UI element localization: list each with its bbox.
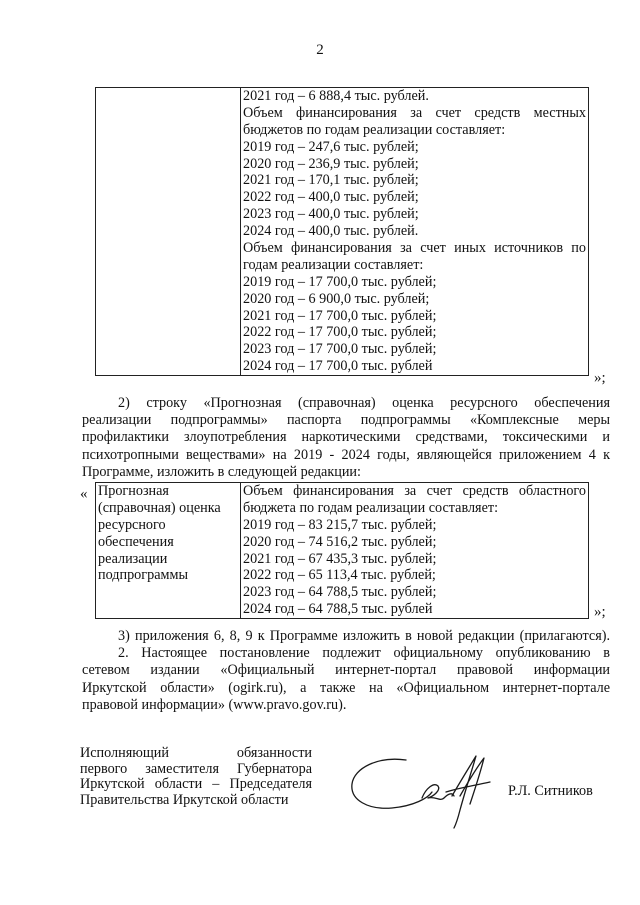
table1-line: годам реализации составляет:: [243, 256, 424, 273]
table2-label-line: ресурсного: [98, 516, 166, 533]
table1-line: 2021 год – 17 700,0 тыс. рублей;: [243, 307, 437, 324]
paragraph-line: сетевом издании «Официальный интернет-портал правовой информации: [82, 662, 610, 679]
signatory-title: [80, 746, 312, 808]
table1-closing-quote: »;: [594, 370, 606, 386]
table1-line: 2022 год – 400,0 тыс. рублей;: [243, 189, 419, 206]
resource-estimate-table: [95, 482, 589, 619]
table2-line: 2020 год – 74 516,2 тыс. рублей;: [243, 533, 437, 550]
paragraph-line: Программе, изложить в следующей редакции:: [82, 463, 361, 480]
table1-line: 2021 год – 6 888,4 тыс. рублей.: [243, 88, 429, 104]
table2-left-cell: [96, 483, 241, 619]
table1-line: Объем финансирования за счет иных источников по: [243, 240, 586, 257]
table2-right-cell: [241, 483, 589, 619]
table2-line: 2019 год – 83 215,7 тыс. рублей;: [243, 516, 437, 533]
table1-left-cell: [96, 88, 241, 376]
signatory-name: Р.Л. Ситников: [508, 783, 593, 799]
paragraph-line: 2) строку «Прогнозная (справочная) оценка ресурсного обеспечения: [118, 395, 610, 411]
paragraph-line: правовой информации» (www.pravo.gov.ru).: [82, 696, 347, 713]
signatory-title-line: Правительства Иркутской области: [80, 791, 289, 808]
table1-line: 2020 год – 6 900,0 тыс. рублей;: [243, 290, 430, 307]
paragraph-amendment-2: [82, 395, 610, 481]
table2-line: 2022 год – 65 113,4 тыс. рублей;: [243, 567, 436, 584]
table2-line: бюджета по годам реализации составляет:: [243, 499, 499, 516]
table1-line: бюджетов по годам реализации составляет:: [243, 121, 506, 138]
table1-right-cell: [241, 88, 589, 376]
table1-line: 2024 год – 400,0 тыс. рублей.: [243, 223, 419, 240]
table1-line: 2020 год – 236,9 тыс. рублей;: [243, 155, 419, 172]
table1-line: 2022 год – 17 700,0 тыс. рублей;: [243, 324, 437, 341]
table2-label-line: реализации: [98, 550, 168, 567]
signatory-title-line: первого заместителя Губернатора: [80, 760, 312, 777]
table2-line: 2021 год – 67 435,3 тыс. рублей;: [243, 550, 437, 567]
table1-line: 2024 год – 17 700,0 тыс. рублей: [243, 358, 433, 375]
signatory-title-line: Исполняющий обязанности: [80, 745, 312, 761]
table2-label-line: подпрограммы: [98, 567, 188, 584]
table2-closing-quote: »;: [594, 604, 606, 620]
table2-label-line: обеспечения: [98, 533, 174, 550]
table2-line: 2023 год – 64 788,5 тыс. рублей;: [243, 584, 437, 601]
signatory-title-line: Иркутской области – Председателя: [80, 776, 312, 792]
table2-label-line: (справочная) оценка: [98, 499, 221, 516]
table2-opening-quote: «: [80, 486, 88, 502]
handwritten-signature: [348, 752, 498, 830]
paragraph-line: профилактики злоупотребления наркотическими средствами, токсическими и: [82, 429, 610, 446]
table1-line: 2023 год – 400,0 тыс. рублей;: [243, 206, 419, 223]
financing-table-continued: [95, 87, 589, 376]
paragraph-line: Иркутской области» (ogirk.ru), а также на «Официальном интернет-портале: [82, 679, 610, 696]
table1-line: 2019 год – 247,6 тыс. рублей;: [243, 138, 419, 155]
paragraph-line: реализации подпрограммы» паспорта подпрограммы «Комплексные меры: [82, 412, 610, 429]
table2-label-line: Прогнозная: [98, 483, 169, 499]
paragraph-line: 2. Настоящее постановление подлежит официальному опубликованию в: [118, 645, 610, 662]
table2-line: Объем финансирования за счет средств областного: [243, 483, 586, 499]
paragraph-amendment-3: [82, 628, 610, 714]
table1-line: 2021 год – 170,1 тыс. рублей;: [243, 172, 419, 189]
paragraph-line: 3) приложения 6, 8, 9 к Программе изложить в новой редакции (прилагаются).: [118, 628, 610, 644]
table2-line: 2024 год – 64 788,5 тыс. рублей: [243, 601, 433, 618]
table1-line: 2019 год – 17 700,0 тыс. рублей;: [243, 273, 437, 290]
paragraph-line: психотропными веществами» на 2019 - 2024 годы, являющейся приложением 4 к: [82, 446, 610, 463]
table1-line: Объем финансирования за счет средств местных: [243, 104, 586, 121]
table1-line: 2023 год – 17 700,0 тыс. рублей;: [243, 341, 437, 358]
page-number: 2: [316, 42, 324, 58]
